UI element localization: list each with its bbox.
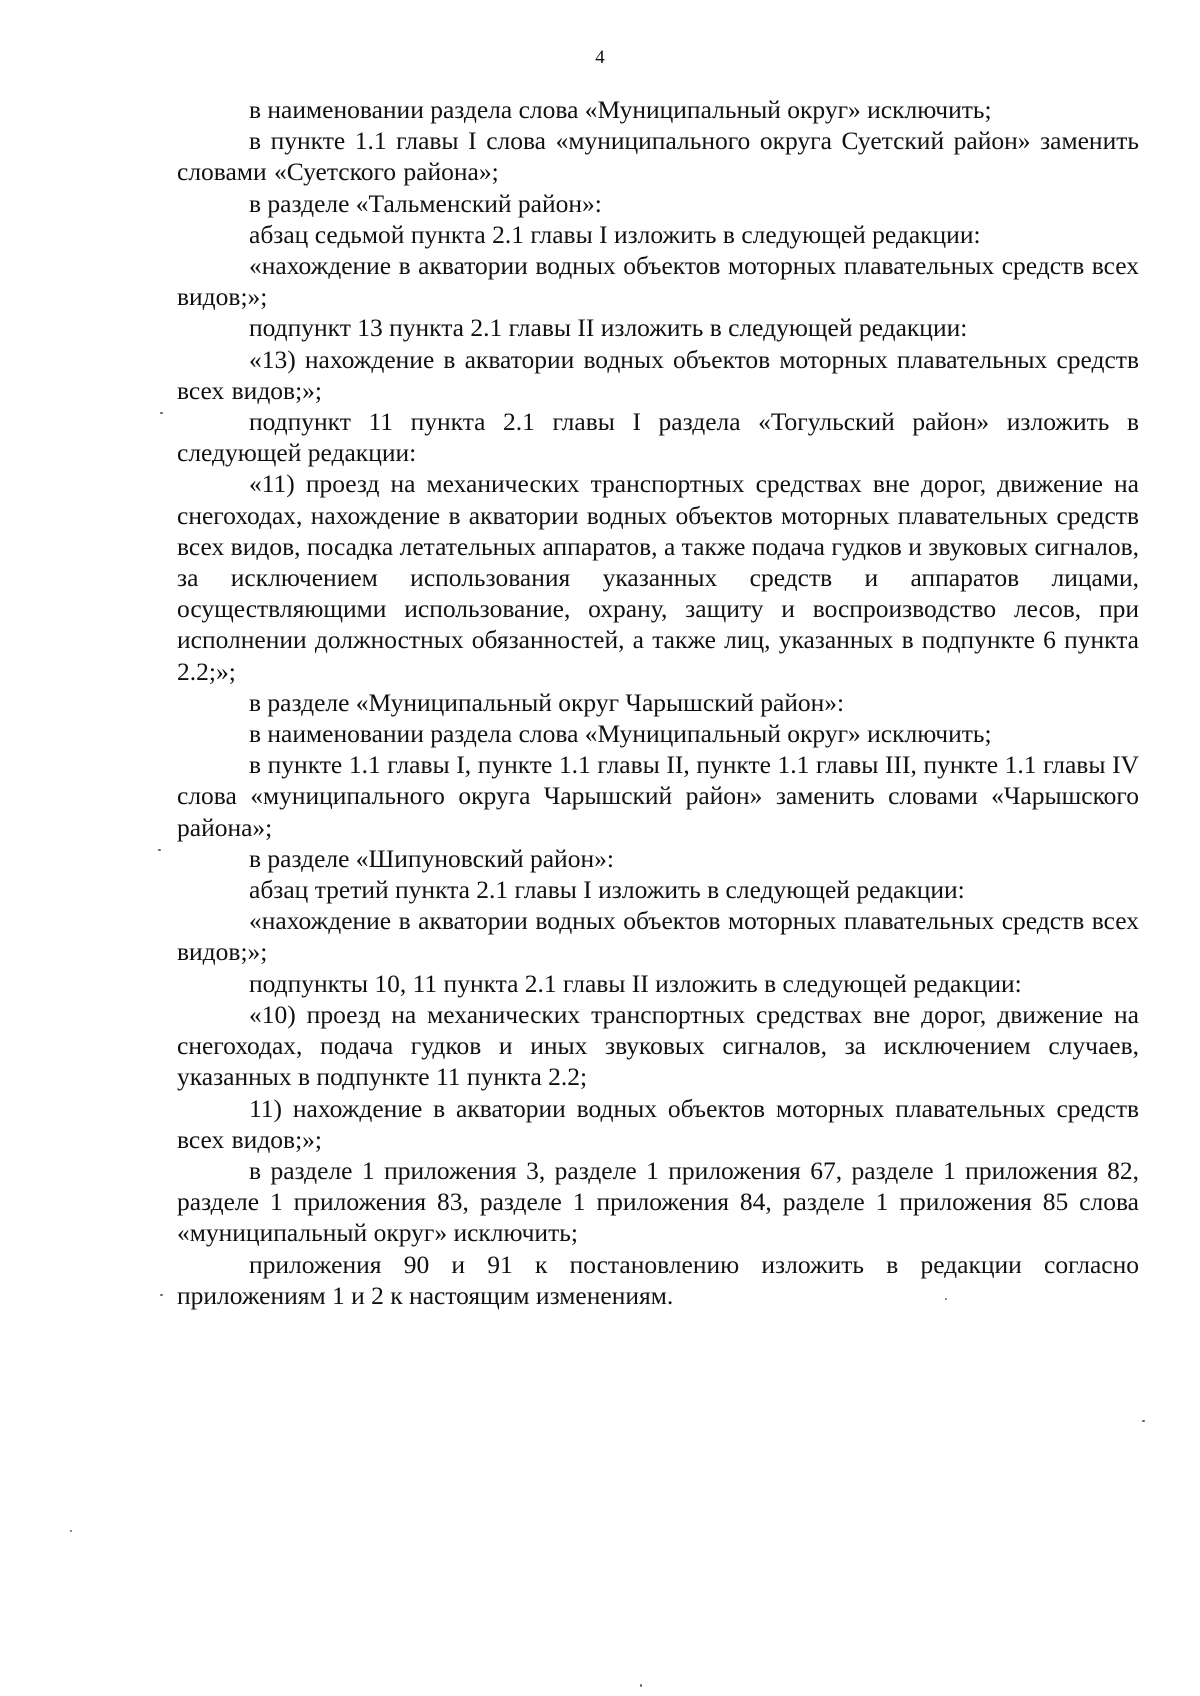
paragraph: «11) проезд на механических транспортных средствах вне дорог, движение на снегоходах, нахождение в акватории водных объектов моторных плавательных средств всех видов, посадка летательных аппаратов, а также подача гудков и звуковых сигналов, за исключением использования указанных средств и аппаратов лицами, осуществляющими использование, охрану, защиту и воспроизводство лесов, при исполнении должностных обязанностей, а также лиц, указанных в подпункте 6 пункта 2.2;»; [177, 469, 1139, 686]
paragraph: в разделе «Тальменский район»: [249, 188, 602, 218]
paragraph: «10) проезд на механических транспортных средствах вне дорог, движение на снегоходах, подача гудков и иных звуковых сигналов, за исключением случаев, указанных в подпункте 11 пункта 2.2; [177, 999, 1139, 1092]
paragraph: в пункте 1.1 главы I, пункте 1.1 главы II, пункте 1.1 главы III, пункте 1.1 главы IV слова «муниципального округа Чарышский район» заменить словами «Чарышского района»; [177, 750, 1139, 842]
paragraph: в наименовании раздела слова «Муниципальный округ» исключить; [249, 95, 992, 124]
scan-speck [160, 412, 163, 414]
paragraph: подпункт 13 пункта 2.1 главы II изложить в следующей редакции: [249, 313, 968, 343]
scan-speck [945, 1298, 947, 1300]
paragraph: 11) нахождение в акватории водных объектов моторных плавательных средств всех видов;»; [177, 1093, 1139, 1154]
paragraph: «13) нахождение в акватории водных объектов моторных плавательных средств всех видов;»; [177, 344, 1139, 405]
paragraph: абзац седьмой пункта 2.1 главы I изложить в следующей редакции: [249, 219, 981, 249]
paragraph: в разделе «Шипуновский район»: [249, 843, 614, 873]
paragraph: абзац третий пункта 2.1 главы I изложить в следующей редакции: [249, 875, 965, 905]
paragraph: «нахождение в акватории водных объектов моторных плавательных средств всех видов;»; [177, 251, 1139, 312]
paragraph: в наименовании раздела слова «Муниципальный округ» исключить; [249, 719, 992, 749]
scan-speck [70, 1530, 72, 1532]
paragraph: в разделе 1 приложения 3, разделе 1 приложения 67, разделе 1 приложения 82, разделе 1 приложения 83, разделе 1 приложения 84, разделе 1 приложения 85 слова «муниципальный округ» исключить; [177, 1155, 1139, 1248]
paragraph: в разделе «Муниципальный округ Чарышский район»: [249, 687, 845, 717]
scan-speck [1142, 1420, 1145, 1422]
paragraph: в пункте 1.1 главы I слова «муниципального округа Суетский район» заменить словами «Суетского района»; [177, 126, 1139, 187]
paragraph: подпункты 10, 11 пункта 2.1 главы II изложить в следующей редакции: [249, 968, 1022, 998]
paragraph: «нахождение в акватории водных объектов моторных плавательных средств всех видов;»; [177, 906, 1139, 967]
page-number: 4 [595, 47, 605, 68]
scan-speck [158, 849, 161, 851]
paragraph: подпункт 11 пункта 2.1 главы I раздела «Тогульский район» изложить в следующей редакции: [177, 407, 1139, 468]
scan-speck [640, 1684, 642, 1687]
document-body [177, 94, 1139, 1311]
paragraph: приложения 90 и 91 к постановлению изложить в редакции согласно приложениям 1 и 2 к настоящим изменениям. [177, 1249, 1139, 1310]
scan-speck [160, 1294, 163, 1296]
